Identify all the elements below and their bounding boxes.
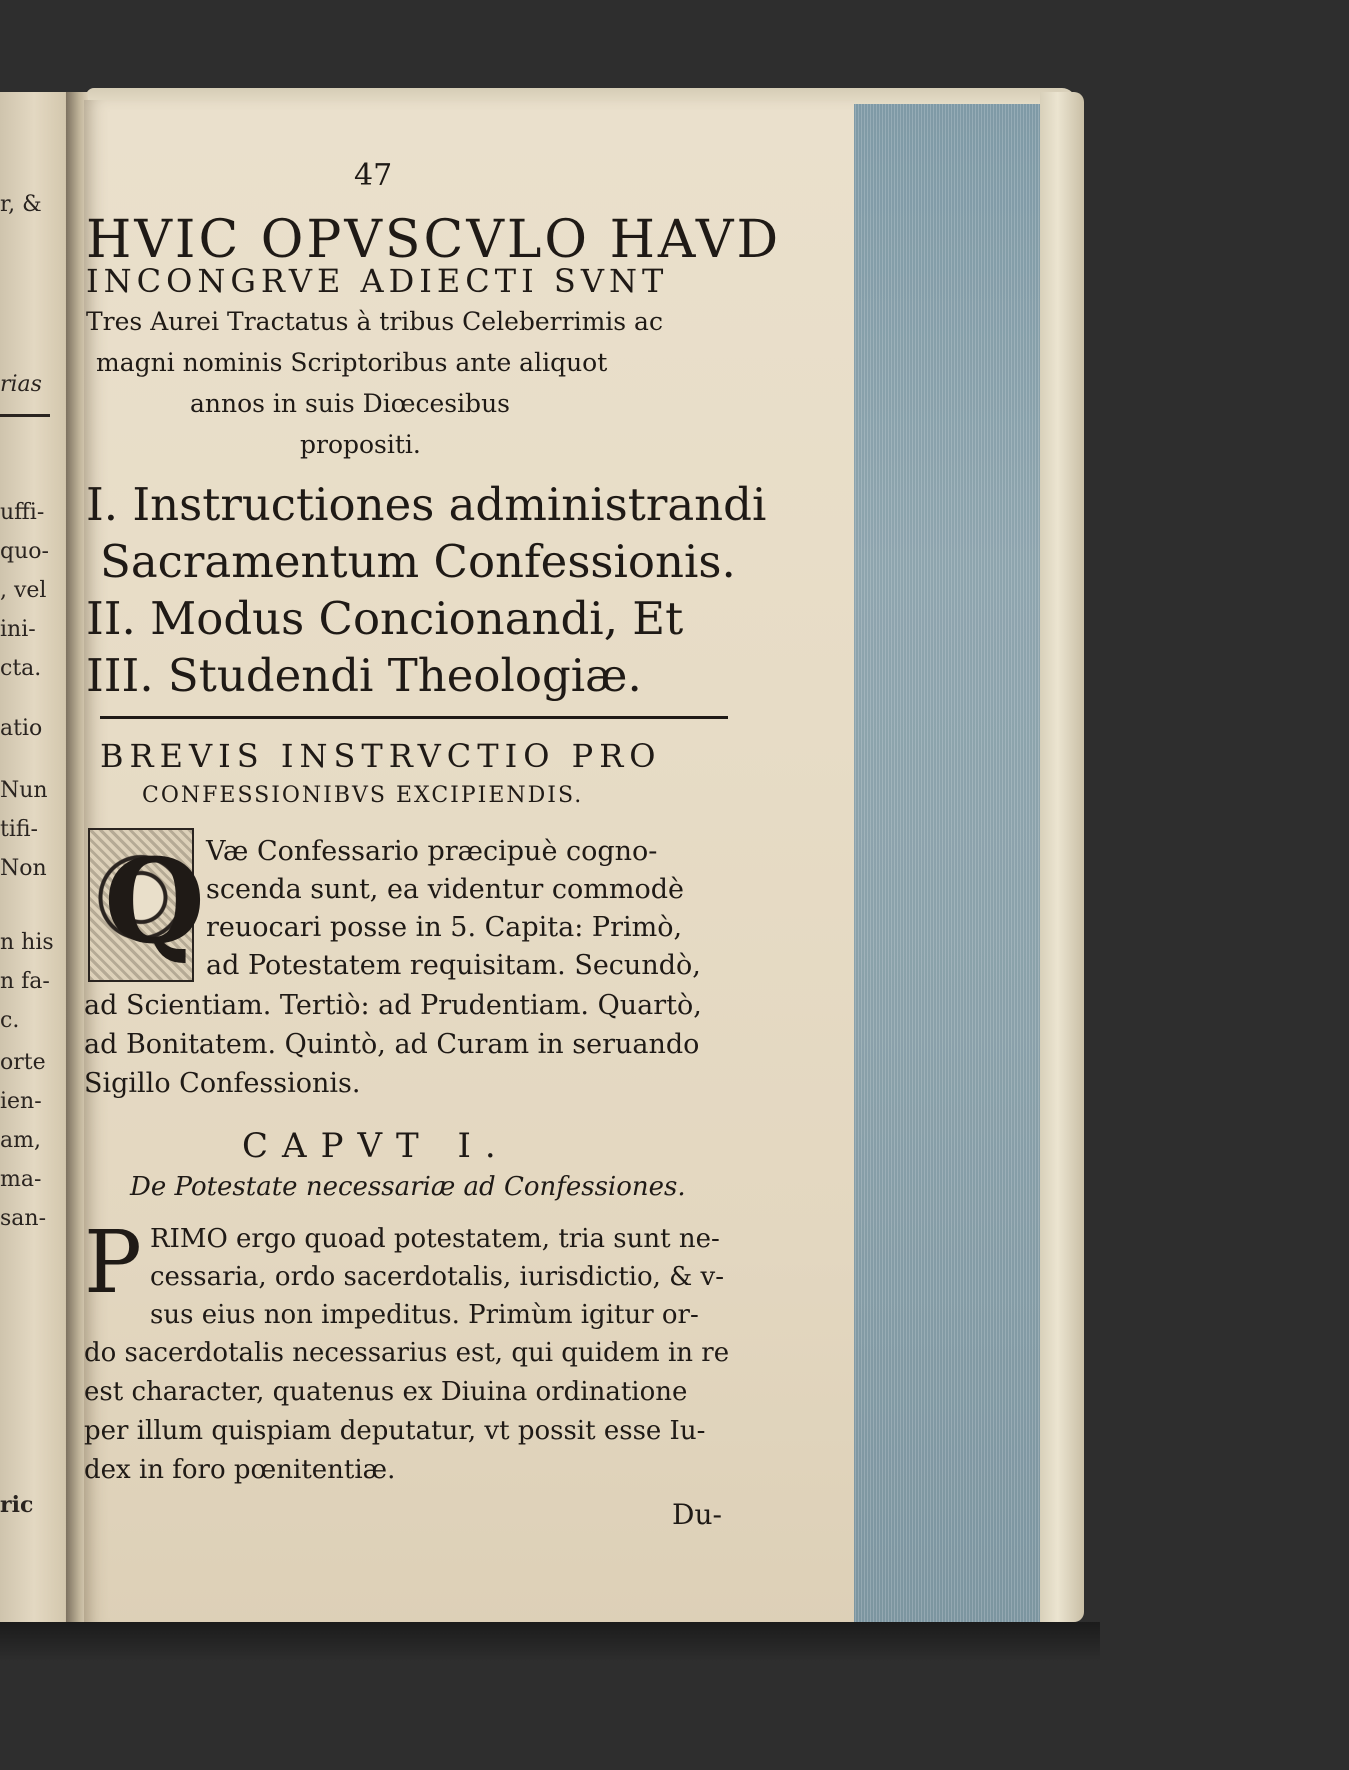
section-subtitle: CONFESSIONIBVS EXCIPIENDIS.	[142, 783, 584, 808]
left-page-fragment: Non	[0, 856, 47, 881]
left-page-fragment: san-	[0, 1206, 47, 1231]
paragraph-line: Væ Confessario præcipuè cogno-	[206, 836, 658, 867]
chapter-paragraph-line: cessaria, ordo sacerdotalis, iurisdictio, & v-	[150, 1262, 725, 1292]
chapter-initial: P	[84, 1213, 142, 1313]
left-page-fragment: ini-	[0, 617, 36, 642]
chapter-paragraph-line: do sacerdotalis necessarius est, qui quidem in re	[84, 1338, 730, 1368]
left-page-fragment: quo-	[0, 539, 49, 564]
section-title: BREVIS INSTRVCTIO PRO	[100, 737, 662, 775]
paragraph-line: ad Scientiam. Tertiò: ad Prudentiam. Quartò,	[84, 990, 702, 1021]
contents-line: III. Studendi Theologiæ.	[86, 649, 642, 702]
left-page-fragment: ma-	[0, 1167, 42, 1192]
intro-line: annos in suis Diœcesibus	[190, 389, 510, 418]
left-page-fragment: uffi-	[0, 500, 45, 525]
book-shadow	[0, 1622, 1100, 1662]
left-page-fragment: am,	[0, 1128, 41, 1153]
book-cover-edge	[1040, 92, 1084, 1622]
left-page-fragment: orte	[0, 1050, 46, 1075]
paragraph-line: Sigillo Confessionis.	[84, 1068, 361, 1099]
section-divider-rule	[100, 716, 728, 719]
left-page-fragment: tifi-	[0, 817, 38, 842]
left-page-fragment: ric	[0, 1492, 34, 1518]
left-page	[0, 92, 76, 1622]
paragraph-line: ad Potestatem requisitam. Secundò,	[206, 950, 701, 981]
intro-line: Tres Aurei Tractatus à tribus Celeberrimis ac	[86, 307, 663, 336]
chapter-subtitle: De Potestate necessariæ ad Confessiones.	[130, 1172, 686, 1202]
chapter-paragraph-line: per illum quispiam deputatur, vt possit esse Iu-	[84, 1416, 706, 1446]
chapter-paragraph-line: RIMO ergo quoad potestatem, tria sunt ne-	[150, 1224, 720, 1254]
left-page-rule	[0, 414, 50, 417]
left-page-fragment: n fa-	[0, 969, 50, 994]
left-page-fragment: ien-	[0, 1089, 42, 1114]
left-page-fragment: c.	[0, 1008, 20, 1033]
left-page-fragment: , vel	[0, 578, 47, 603]
paragraph-line: scenda sunt, ea videntur commodè	[206, 874, 684, 905]
contents-line: Sacramentum Confessionis.	[100, 535, 736, 588]
page-block-edges	[840, 104, 1044, 1634]
left-page-fragment: r, &	[0, 192, 42, 217]
paragraph-line: ad Bonitatem. Quintò, ad Curam in seruando	[84, 1029, 700, 1060]
intro-line: magni nominis Scriptoribus ante aliquot	[96, 348, 608, 377]
intro-line: propositi.	[300, 430, 421, 459]
contents-line: I. Instructiones administrandi	[86, 478, 767, 531]
title-line-1: HVIC OPVSCVLO HAVD	[86, 210, 782, 270]
ornamental-initial-letter: Q	[104, 834, 206, 970]
title-line-2: INCONGRVE ADIECTI SVNT	[86, 262, 669, 300]
left-page-fragment: cta.	[0, 656, 42, 681]
chapter-paragraph-line: dex in foro pœnitentiæ.	[84, 1455, 396, 1485]
left-page-fragment: Nun	[0, 778, 48, 803]
contents-line: II. Modus Concionandi, Et	[86, 592, 684, 645]
paragraph-line: reuocari posse in 5. Capita: Primò,	[206, 912, 683, 943]
chapter-paragraph-line: est character, quatenus ex Diuina ordinatione	[84, 1377, 688, 1407]
chapter-heading: CAPVT I.	[242, 1126, 510, 1166]
left-page-fragment: n his	[0, 930, 54, 955]
chapter-paragraph-line: sus eius non impeditus. Primùm igitur or-	[150, 1300, 699, 1330]
left-page-fragment: atio	[0, 716, 43, 741]
left-page-fragment: rias	[0, 372, 42, 397]
page-number: 47	[354, 158, 393, 193]
catchword: Du-	[672, 1498, 722, 1531]
